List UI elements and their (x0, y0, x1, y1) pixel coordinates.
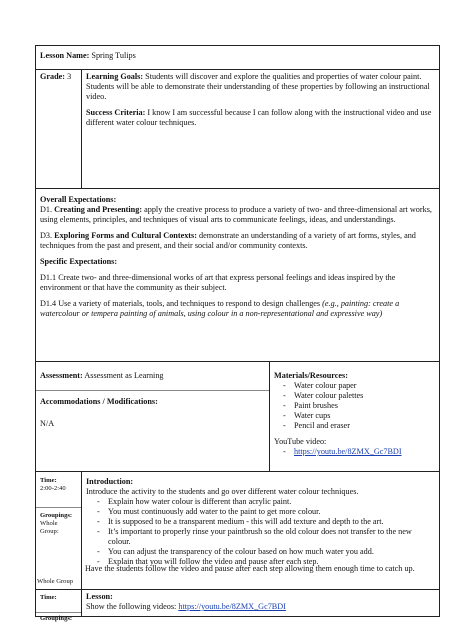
lesson-name-value: Spring Tulips (91, 51, 136, 60)
introduction-text: Introduce the activity to the students and go over different water colour techniques. (86, 487, 359, 496)
lesson-name-cell (36, 46, 439, 69)
introduction-item: - It’s important to properly rinse your paintbrush so the old colour does not transfer to the new colour. (94, 527, 435, 547)
materials-item: - Water colour paper (280, 381, 435, 391)
grade-value: 3 (67, 72, 72, 81)
intro-time-value: 2:00-2:40 (40, 484, 66, 492)
materials-item: - Paint brushes (280, 401, 435, 411)
intro-groupings-cell (36, 508, 81, 589)
introduction-heading: Introduction: (86, 477, 134, 486)
assessment-label: Assessment: (40, 371, 83, 380)
materials-item: - Water cups (280, 411, 435, 421)
materials-item: - Water colour palettes (280, 391, 435, 401)
assessment-value: Assessment as Learning (84, 371, 164, 380)
overall-expectations-heading: Overall Expectations: (40, 195, 117, 204)
youtube-label: YouTube video: (274, 437, 327, 446)
expectations-cell (36, 189, 439, 361)
materials-heading: Materials/Resources: (274, 371, 348, 380)
introduction-item: - You must continuously add water to the paint to get more colour. (94, 507, 435, 517)
introduction-item: - Explain how water colour is different than acrylic paint. (94, 497, 435, 507)
materials-list (280, 381, 435, 431)
lesson-name-label: Lesson Name: (40, 51, 90, 60)
materials-item: - Pencil and eraser (280, 421, 435, 431)
overall-expectation-d1: D1. Creating and Presenting: apply the creative process to produce a variety of two- and three-dimensional art works, using elements, principles, and techniques of visual arts to communicate feelings, ideas, and understandings. (40, 205, 432, 224)
intro-groupings-value: Whole Group: (40, 519, 59, 535)
lesson-plan-table (35, 45, 440, 622)
overall-expectation-d3: D3. Exploring Forms and Cultural Contexts: demonstrate an understanding of a variety of art forms, styles, and techniques from the past and present, and their social and/or community contexts. (40, 231, 416, 250)
grade-cell (36, 70, 81, 188)
lesson-time-label: Time: (40, 594, 57, 601)
materials-cell (270, 362, 439, 471)
learning-goals (86, 72, 435, 102)
success-criteria-text: I know I am successful because I can follow along with the instructional video and use different water colour techniques. (86, 108, 432, 127)
lesson-groupings-label: Groupings: (40, 615, 73, 622)
lesson-heading: Lesson: (86, 592, 113, 601)
success-criteria (86, 108, 435, 128)
lesson-groupings-cell (36, 613, 81, 622)
youtube-link[interactable]: https://youtu.be/8ZMX_Gc7BDI (294, 447, 402, 456)
grade-label: Grade: (40, 72, 66, 81)
specific-expectations-heading: Specific Expectations: (40, 257, 118, 266)
introduction-item: - Explain that you will follow the video and pause after each step. (94, 557, 435, 567)
accommodations-label: Accommodations / Modifications: (40, 397, 158, 406)
introduction-list (94, 497, 435, 567)
lesson-follow-wrap (85, 564, 435, 574)
learning-goals-label: Learning Goals: (86, 72, 144, 81)
accommodations-cell (36, 391, 269, 471)
lesson-groupings-value-wrap (37, 578, 82, 586)
lesson-time-cell (36, 590, 81, 612)
lesson-video-link[interactable]: https://youtu.be/8ZMX_Gc7BDI (178, 602, 286, 611)
intro-time-cell (36, 472, 81, 507)
lesson-follow-text: Have the students follow the video and pause after each step allowing them enough time to catch up. (85, 564, 415, 573)
introduction-item: - You can adjust the transparency of the colour based on how much water you add. (94, 547, 435, 557)
intro-groupings-label: Groupings: (40, 512, 73, 519)
goals-cell (82, 70, 439, 188)
learning-goals-text: Students will discover and explore the qualities and properties of water colour paint. Students will be able to demonstrate their understanding of these properties by following an instructional video. (86, 72, 430, 101)
specific-expectation-d1-1: D1.1 Create two- and three-dimensional works of art that express personal feelings and ideas inspired by the environment or that have the community as their subject. (40, 273, 396, 292)
introduction-item: - It is supposed to be a transparent medium - this will add texture and depth to the art. (94, 517, 435, 527)
assessment-cell (36, 362, 269, 390)
intro-time-label: Time: (40, 477, 57, 484)
lesson-videos: Show the following videos: https://youtu.be/8ZMX_Gc7BDI (86, 602, 286, 611)
lesson-groupings-value: Whole Group (37, 578, 74, 585)
accommodations-value: N/A (40, 419, 55, 428)
success-criteria-label: Success Criteria: (86, 108, 146, 117)
specific-expectation-d1-4: D1.4 Use a variety of materials, tools, and techniques to respond to design challenges (e.g., painting: create a watercolour or tempera painting of animals, using colour in a non-representational and expressive way) (40, 299, 400, 318)
lesson-cell (82, 590, 439, 616)
